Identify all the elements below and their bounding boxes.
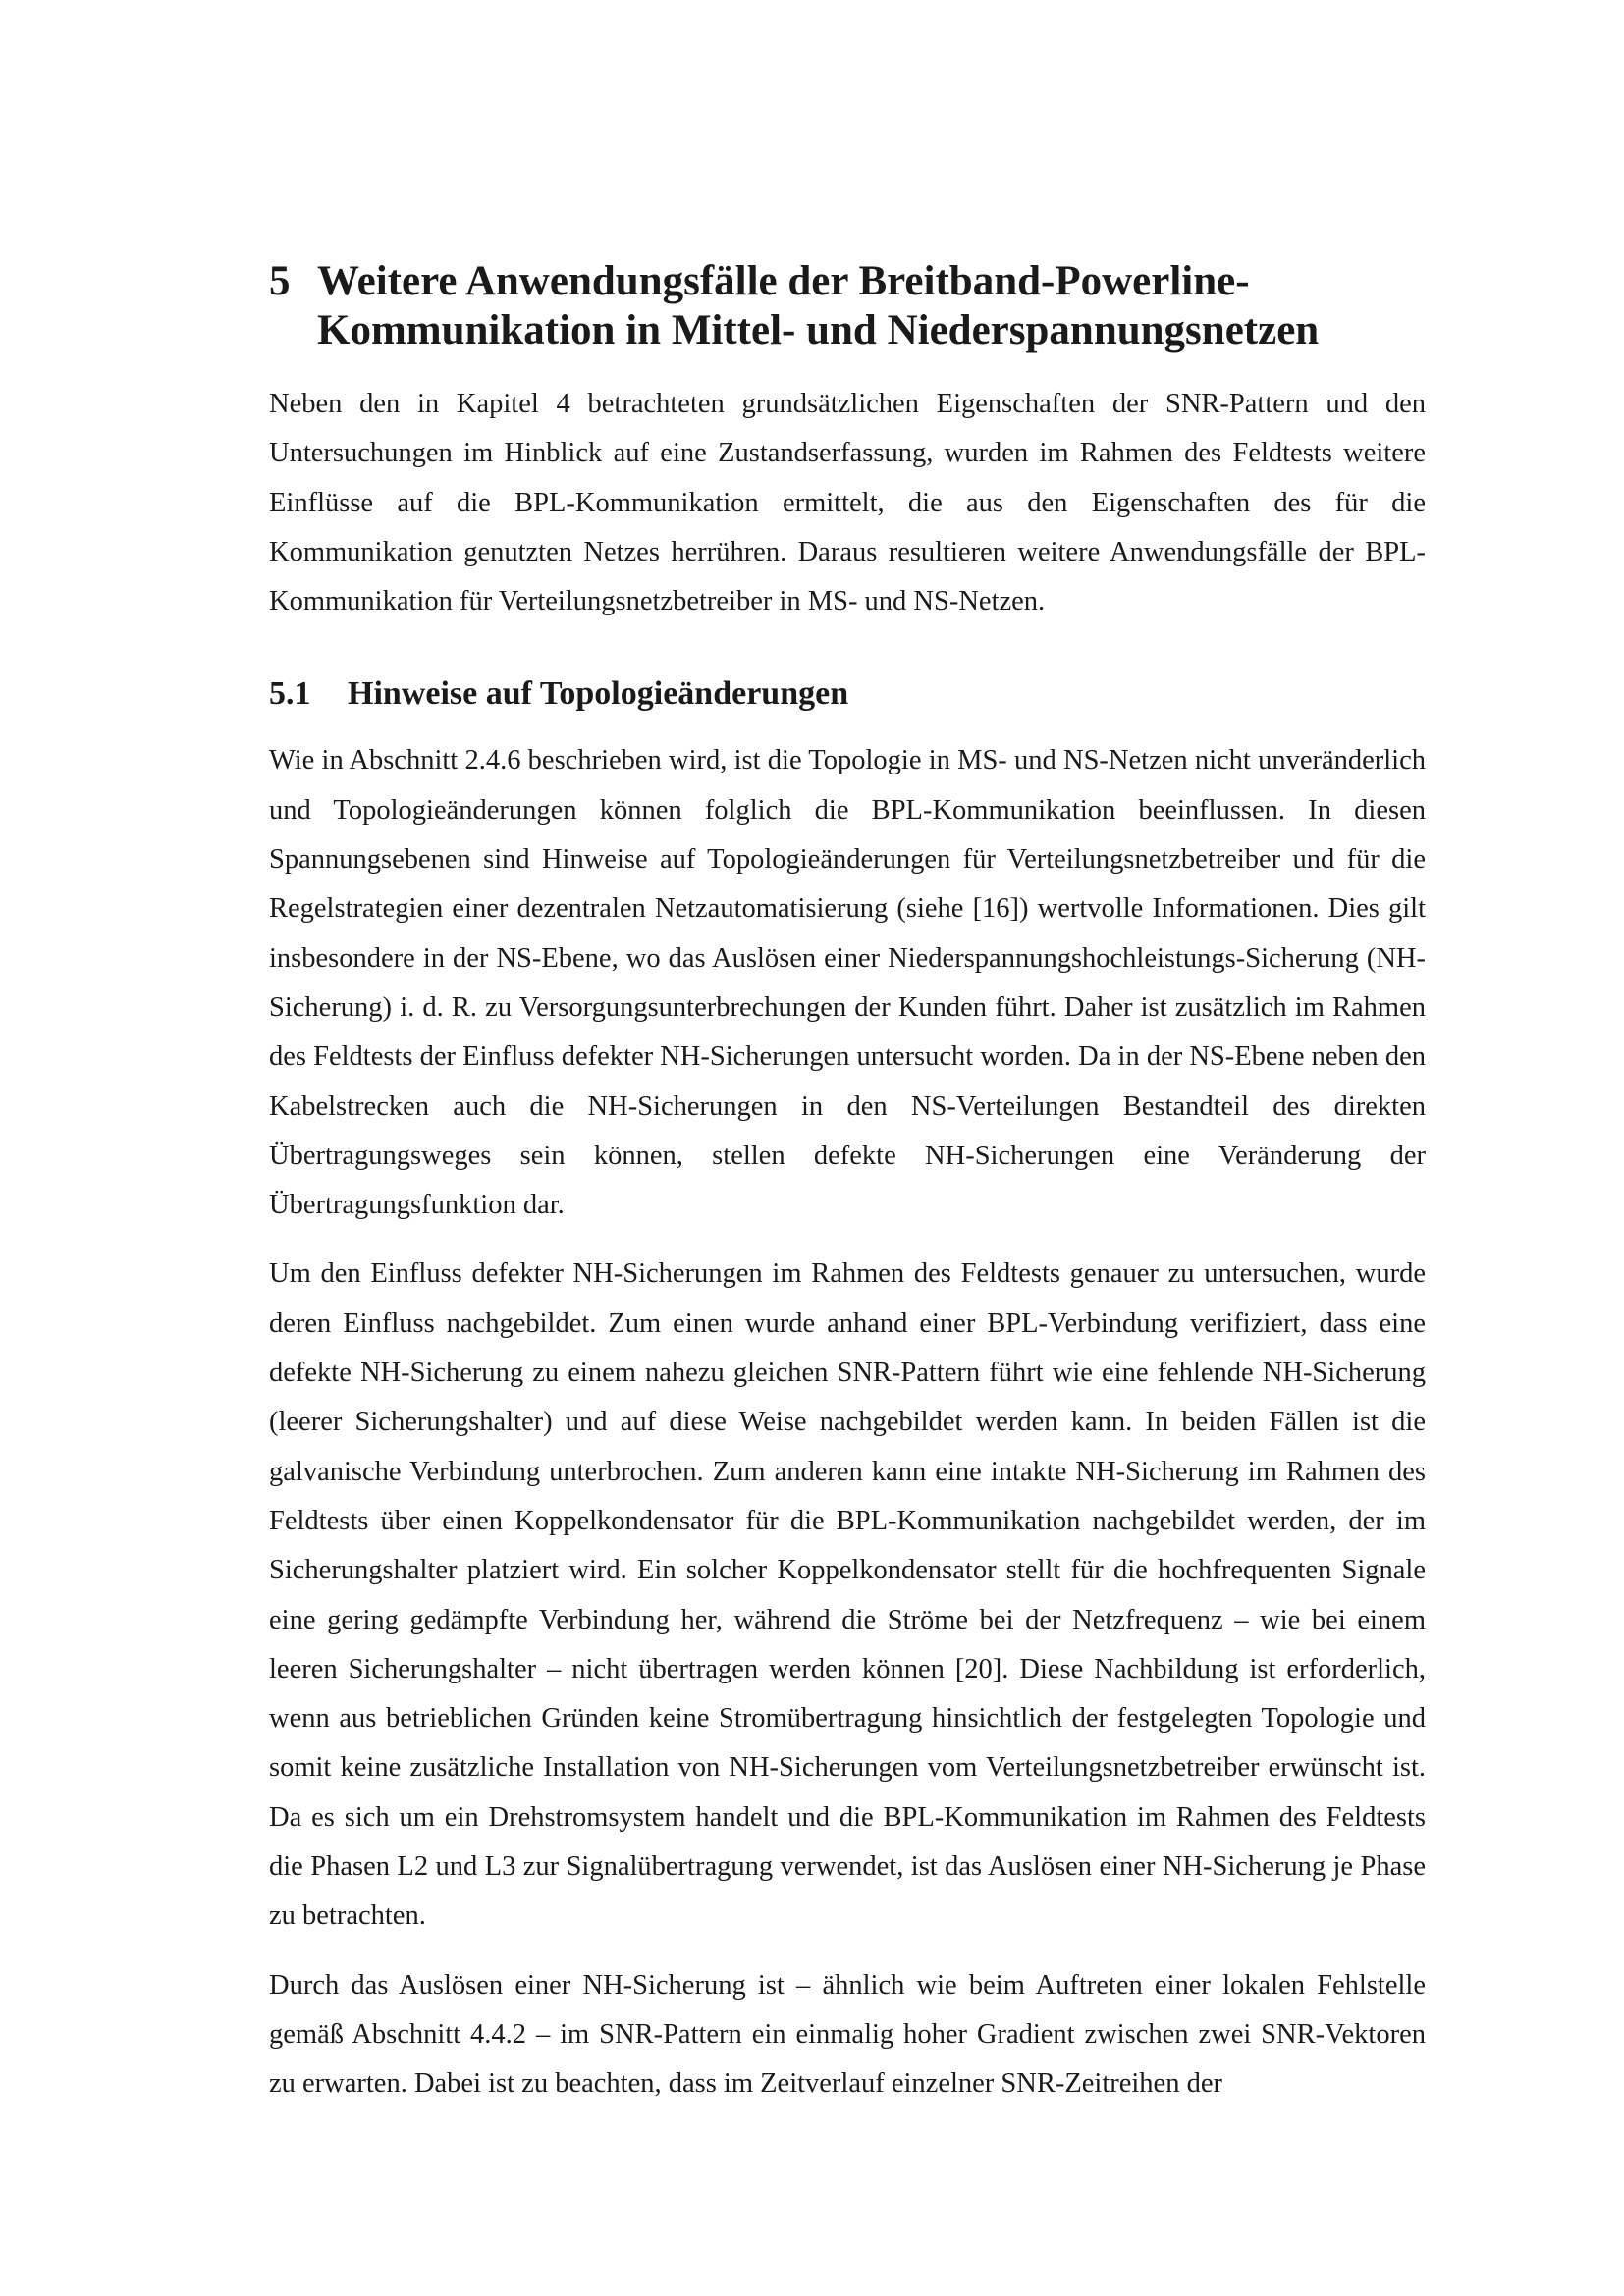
body-paragraph: Um den Einfluss defekter NH-Sicherungen im Rahmen des Feldtests genauer zu untersuchen, wurde deren Einfluss nachgebildet. Zum einen wurde anhand einer BPL-Verbindung verifiziert, dass eine defekte NH-Sicherung zu einem nahezu gleichen SNR-Pattern führt wie eine fehlende NH-Sicherung (leerer Sicherungshalter) und auf diese Weise nachgebildet werden kann. In beiden Fällen ist die galvanische Verbindung unterbrochen. Zum anderen kann eine intakte NH-Sicherung im Rahmen des Feldtests über einen Koppelkondensator für die BPL-Kommunikation nachgebildet werden, der im Sicherungshalter platziert wird. Ein solcher Koppelkondensator stellt für die hochfrequenten Signale eine gering gedämpfte Verbindung her, während die Ströme bei der Netzfrequenz – wie bei einem leeren Sicherungshalter – nicht übertragen werden können [20]. Diese Nachbildung ist erforderlich, wenn aus betrieblichen Gründen keine Stromübertragung hinsichtlich der festgelegten Topologie und somit keine zusätzliche Installation von NH-Sicherungen vom Verteilungsnetzbetreiber erwünscht ist. Da es sich um ein Drehstromsystem handelt und die BPL-Kommunikation im Rahmen des Feldtests die Phasen L2 und L3 zur Signalübertragung verwendet, ist das Auslösen einer NH-Sicherung je Phase zu betrachten. <box>269 1258 1426 1932</box>
section-title: Hinweise auf Topologieänderungen <box>348 675 849 713</box>
section-heading <box>269 669 1426 719</box>
chapter-heading <box>269 257 1426 355</box>
intro-paragraph: Neben den in Kapitel 4 betrachteten grundsätzlichen Eigenschaften der SNR-Pattern und den Untersuchungen im Hinblick auf eine Zustandserfassung, wurden im Rahmen des Feldtests weitere Einflüsse auf die BPL-Kommunikation ermittelt, die aus den Eigenschaften des für die Kommunikation genutzten Netzes herrühren. Daraus resultieren weitere Anwendungsfälle der BPL-Kommunikation für Verteilungsnetzbetreiber in MS- und NS-Netzen. <box>269 389 1426 617</box>
chapter-number: 5 <box>269 258 291 304</box>
body-paragraph: Wie in Abschnitt 2.4.6 beschrieben wird, ist die Topologie in MS- und NS-Netzen nicht unveränderlich und Topologieänderungen können folglich die BPL-Kommunikation beeinflussen. In diesen Spannungsebenen sind Hinweise auf Topologieänderungen für Verteilungsnetzbetreiber und für die Regelstrategien einer dezentralen Netzautomatisierung (siehe [16]) wertvolle Informationen. Dies gilt insbesondere in der NS-Ebene, wo das Auslösen einer Niederspannungshochleistungs-Sicherung (NH-Sicherung) i. d. R. zu Versorgungsunterbrechungen der Kunden führt. Daher ist zusätzlich im Rahmen des Feldtests der Einfluss defekter NH-Sicherungen untersucht worden. Da in der NS-Ebene neben den Kabelstrecken auch die NH-Sicherungen in den NS-Verteilungen Bestandteil des direkten Übertragungsweges sein können, stellen defekte NH-Sicherungen eine Veränderung der Übertragungsfunktion dar. <box>269 745 1426 1221</box>
section-number: 5.1 <box>269 675 311 713</box>
document-page <box>269 257 1426 2109</box>
body-paragraph: Durch das Auslösen einer NH-Sicherung ist – ähnlich wie beim Auftreten einer lokalen Fehlstelle gemäß Abschnitt 4.4.2 – im SNR-Pattern ein einmalig hoher Gradient zwischen zwei SNR-Vektoren zu erwarten. Dabei ist zu beachten, dass im Zeitverlauf einzelner SNR-Zeitreihen der <box>269 1969 1426 2100</box>
chapter-title: Weitere Anwendungsfälle der Breitband-Powerline-Kommunikation in Mittel- und Niederspannungsnetzen <box>317 258 1320 353</box>
